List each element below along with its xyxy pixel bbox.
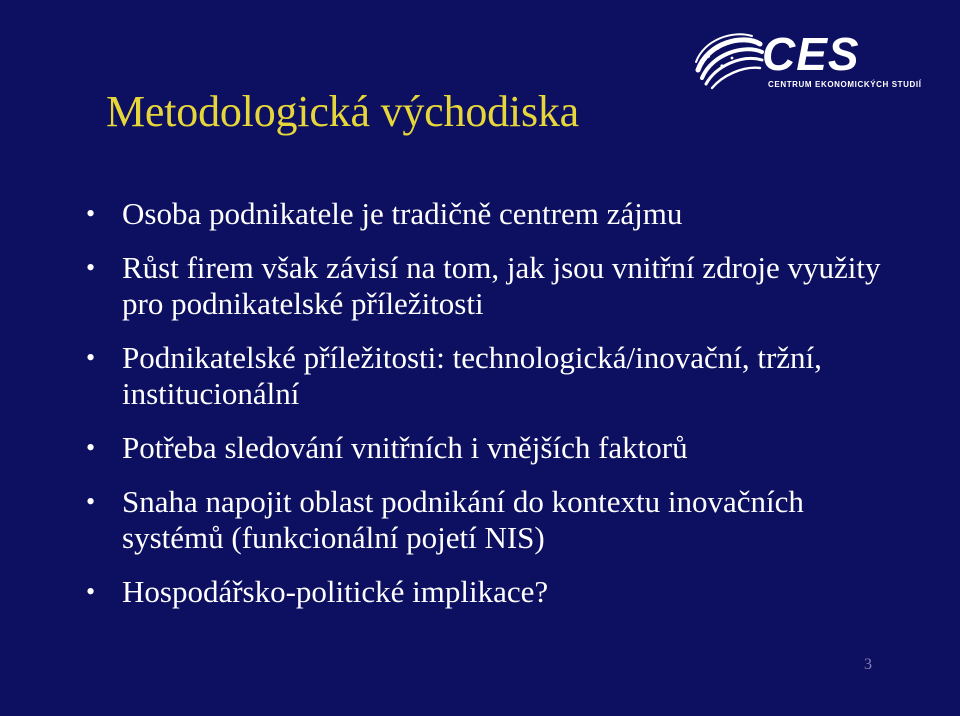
- bullet-dot-icon: •: [86, 199, 96, 228]
- bullet-dot-icon: •: [86, 433, 96, 462]
- bullet-dot-icon: •: [86, 343, 96, 372]
- page-number: 3: [864, 656, 872, 673]
- bullet-text: Snaha napojit oblast podnikání do kontextu inovačních systémů (funkcionální pojetí NIS): [122, 484, 804, 555]
- bullet-item: [86, 484, 906, 556]
- slide-title: Metodologická východiska: [106, 87, 579, 136]
- bullet-text: Potřeba sledování vnitřních i vnějších faktorů: [122, 430, 688, 465]
- logo-wordmark: CES: [762, 28, 860, 80]
- bullet-item: [86, 574, 906, 610]
- bullet-dot-icon: •: [86, 577, 96, 606]
- bullet-text: Hospodářsko-politické implikace?: [122, 574, 549, 609]
- bullet-item: [86, 430, 906, 466]
- bullet-dot-icon: •: [86, 487, 96, 516]
- logo-subtitle: CENTRUM EKONOMICKÝCH STUDIÍ: [768, 80, 922, 89]
- bullet-text: Podnikatelské příležitosti: technologická/inovační, tržní, institucionální: [122, 340, 822, 411]
- bullet-dot-icon: •: [86, 253, 96, 282]
- bullet-item: [86, 196, 906, 232]
- bullet-text: Osoba podnikatele je tradičně centrem zájmu: [122, 196, 683, 231]
- bullet-list: [86, 196, 906, 628]
- bullet-text: Růst firem však závisí na tom, jak jsou vnitřní zdroje využity pro podnikatelské příležitosti: [122, 250, 881, 321]
- bullet-item: [86, 340, 906, 412]
- bullet-item: [86, 250, 906, 322]
